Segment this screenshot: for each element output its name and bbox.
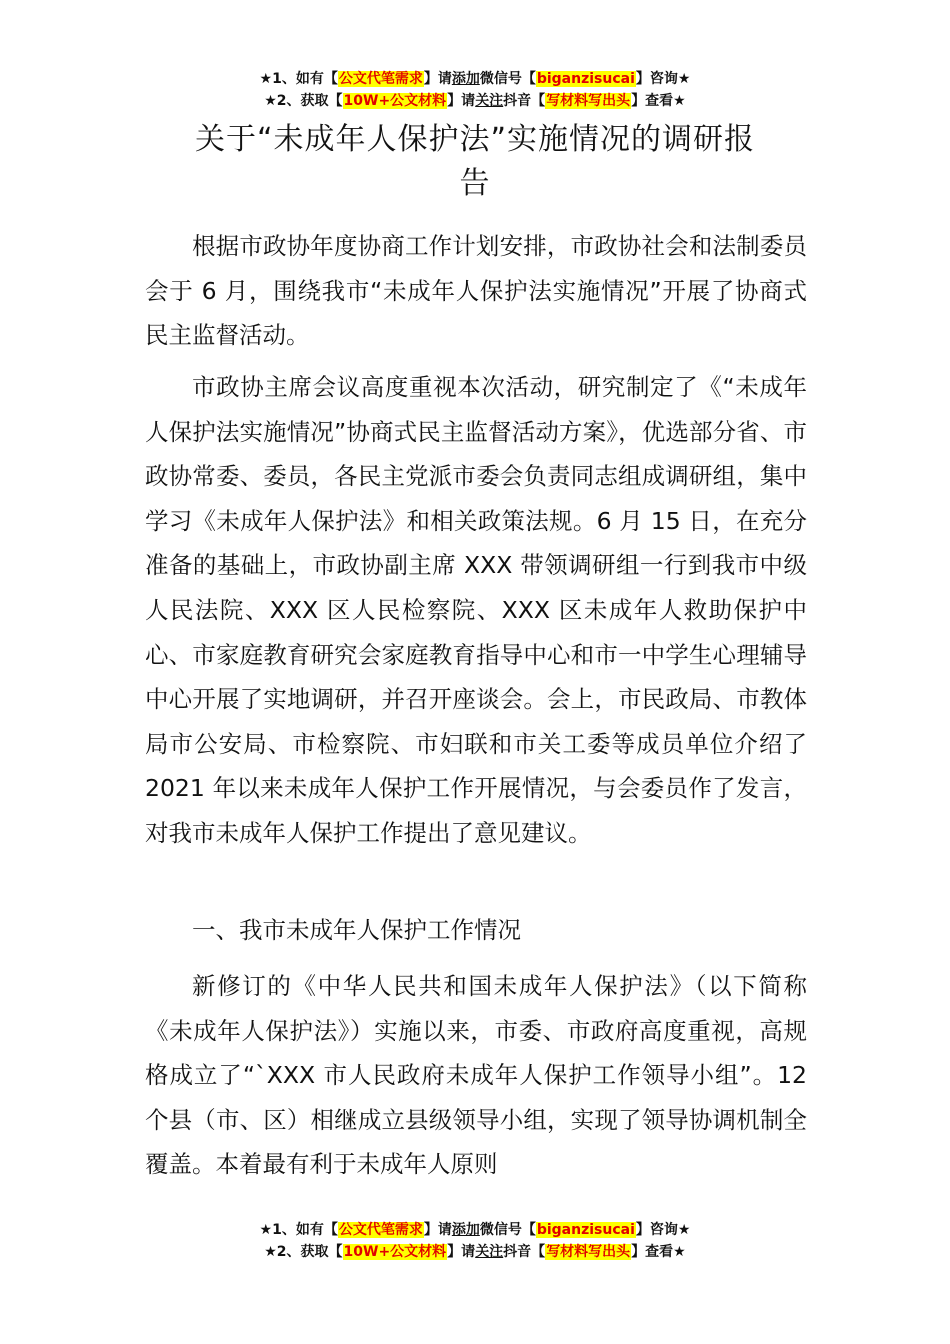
promo-text: 】请 <box>423 1222 452 1238</box>
promo-highlight: 公文代笔需求 <box>338 1222 423 1238</box>
paragraph-1-block <box>145 224 807 358</box>
paragraph-2-block <box>145 365 807 856</box>
promo-highlight: 公文代笔需求 <box>338 71 423 87</box>
promo-wechat-id: biganzisucai <box>536 71 635 87</box>
promo-line-1 <box>0 1219 950 1241</box>
promo-text: 】咨询★ <box>635 71 691 87</box>
promo-text: 】请 <box>447 1244 476 1260</box>
promo-douyin-id: 写材料写出头 <box>546 1244 631 1260</box>
promo-underlined: 关注 <box>475 93 504 109</box>
promo-text: 】咨询★ <box>635 1222 691 1238</box>
promo-text: ★1、如有【 <box>259 1222 338 1238</box>
promo-text: 微信号【 <box>479 71 536 87</box>
paragraph-3-block <box>145 964 807 1187</box>
paragraph-law-implementation: 新修订的《中华人民共和国未成年人保护法》（以下简称《未成年人保护法》）实施以来，市委、市政府高度重视，高规格成立了“`XXX 市人民政府未成年人保护工作领导小组”。12 个县（市、区）相继成立县级领导小组，实现了领导协调机制全覆盖。本着最有利于未成年人原则 <box>145 972 807 1179</box>
promo-highlight: 10W+公文材料 <box>343 1244 447 1260</box>
promo-text: ★2、获取【 <box>264 1244 343 1260</box>
promo-underlined: 添加 <box>451 71 480 87</box>
promo-text: 抖音【 <box>503 93 546 109</box>
promo-underlined: 关注 <box>475 1244 504 1260</box>
document-title <box>145 118 805 206</box>
promo-text: ★1、如有【 <box>259 71 338 87</box>
section-heading: 一、我市未成年人保护工作情况 <box>192 916 521 944</box>
promo-wechat-id: biganzisucai <box>536 1222 635 1238</box>
promo-text: 】请 <box>423 71 452 87</box>
section-heading-block <box>145 908 807 953</box>
paragraph-activity: 市政协主席会议高度重视本次活动，研究制定了《“未成年人保护法实施情况”协商式民主监督活动方案》，优选部分省、市政协常委、委员，各民主党派市委会负责同志组成调研组，集中学习《未成年人保护法》和相关政策法规。6 月 15 日，在充分准备的基础上，市政协副主席 XXX 带领调研组一行到我市中级人民法院、XXX 区人民检察院、XXX 区未成年人救助保护中心、市家庭教育研究会家庭教育指导中心和市一中学生心理辅导中心开展了实地调研，并召开座谈会。会上，市民政局、市教体局市公安局、市检察院、市妇联和市关工委等成员单位介绍了 2021 年以来未成年人保护工作开展情况，与会委员作了发言，对我市未成年人保护工作提出了意见建议。 <box>145 373 807 847</box>
promo-line-2 <box>0 1241 950 1263</box>
promo-line-2 <box>0 90 950 112</box>
promo-banner-top <box>0 68 950 112</box>
promo-banner-bottom <box>0 1219 950 1263</box>
promo-text: 】查看★ <box>631 93 686 109</box>
promo-highlight: 10W+公文材料 <box>343 93 447 109</box>
document-title-line-2: 告 <box>459 166 491 201</box>
promo-text: 微信号【 <box>479 1222 536 1238</box>
promo-line-1 <box>0 68 950 90</box>
paragraph-intro: 根据市政协年度协商工作计划安排，市政协社会和法制委员会于 6 月，围绕我市“未成年人保护法实施情况”开展了协商式民主监督活动。 <box>145 232 807 350</box>
promo-text: 抖音【 <box>503 1244 546 1260</box>
document-title-line-1: 关于“未成年人保护法”实施情况的调研报 <box>194 122 756 157</box>
promo-text: 】查看★ <box>631 1244 686 1260</box>
promo-text: 】请 <box>447 93 476 109</box>
promo-douyin-id: 写材料写出头 <box>546 93 631 109</box>
promo-underlined: 添加 <box>451 1222 480 1238</box>
promo-text: ★2、获取【 <box>264 93 343 109</box>
